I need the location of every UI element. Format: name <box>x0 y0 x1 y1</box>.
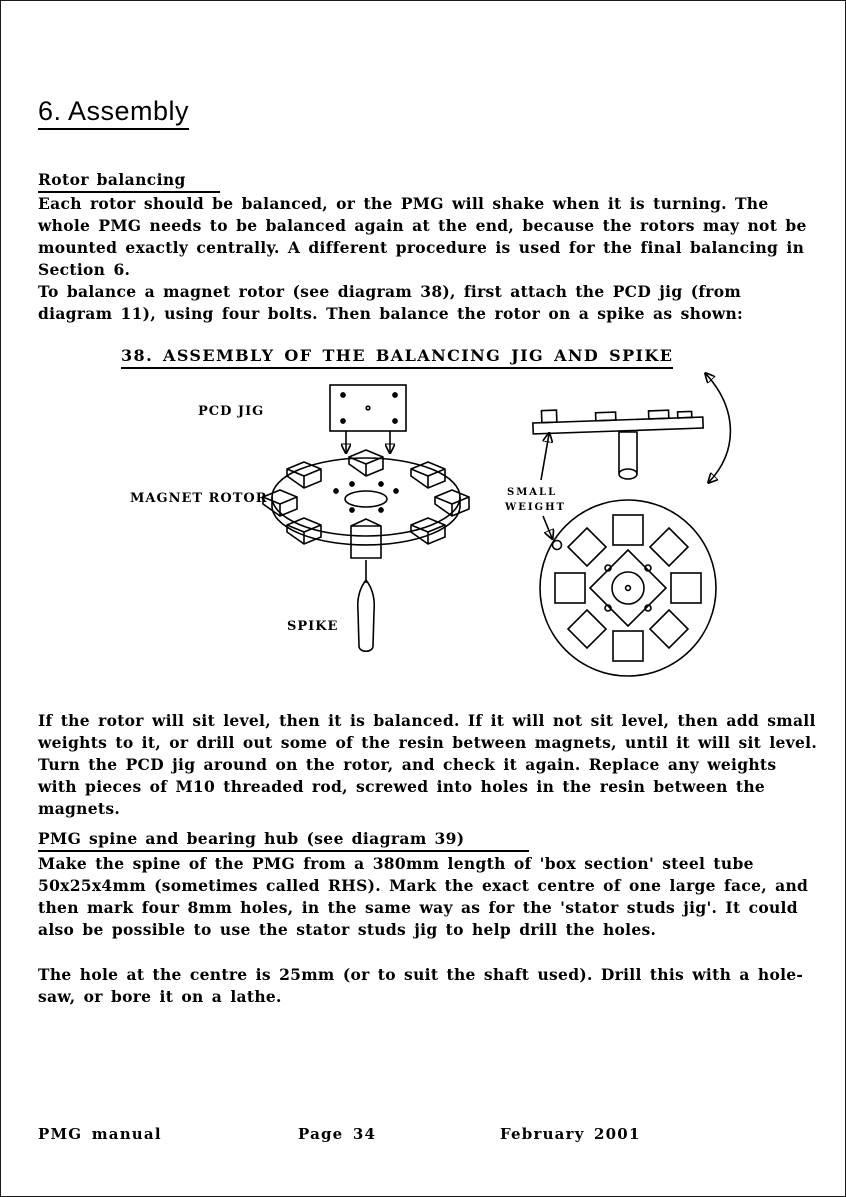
footer-date: February 2001 <box>500 1125 641 1143</box>
small-weight-pointer-up <box>541 434 549 480</box>
footer-page-number: Page 34 <box>298 1125 377 1143</box>
side-view-drawing <box>532 405 703 434</box>
front-view-drawing <box>540 500 716 676</box>
label-spike: SPIKE <box>287 619 339 634</box>
diagram-title: 38. ASSEMBLY OF THE BALANCING JIG AND SPIKE <box>121 346 673 369</box>
paragraph-rotor-balancing-1: Each rotor should be balanced, or the PMG will shake when it is turning. The whole PMG needs to be balanced again at the end, because the rotors may not be mounted exactly centrally. A different procedure is used for the final balancing in Section 6. <box>38 194 807 279</box>
label-pcd-jig: PCD JIG <box>198 404 265 419</box>
footer-manual-name: PMG manual <box>38 1125 162 1143</box>
spike-drawing <box>358 560 374 651</box>
small-weight-arrow <box>543 516 552 538</box>
magnet-rotor-drawing <box>263 450 469 558</box>
page-title: 6. Assembly <box>38 96 189 130</box>
section-heading-rotor-balancing: Rotor balancing <box>38 170 220 193</box>
rotor-magnets <box>263 450 469 544</box>
section-heading-spine-hub: PMG spine and bearing hub (see diagram 39) <box>38 829 529 852</box>
hub-bolt-marks <box>333 481 399 513</box>
balancing-jig-diagram <box>0 368 846 700</box>
paragraph-rotor-balancing-3: If the rotor will sit level, then it is balanced. If it will not sit level, then add small weights to it, or drill out some of the resin between magnets, until it will sit level. Turn the PCD jig around on the rotor, and check it again. Replace any weights with pieces of M10 threaded rod, screwed into holes in the resin between the magnets. <box>38 711 818 818</box>
label-small-weight-2: WEIGHT <box>505 502 566 513</box>
label-magnet-rotor: MAGNET ROTOR <box>130 491 268 506</box>
pcd-jig-drawing <box>330 385 406 452</box>
paragraph-spine-hub-1: Make the spine of the PMG from a 380mm length of 'box section' steel tube 50x25x4mm (sometimes called RHS). Mark the exact centre of one large face, and then mark four 8mm holes, in the same way as for the 'stator studs jig'. It could also be possible to use the stator studs jig to help drill the holes. <box>38 854 809 939</box>
paragraph-spine-hub-2: The hole at the centre is 25mm (or to suit the shaft used). Drill this with a hole-saw, or bore it on a lathe. <box>38 965 804 1006</box>
spike-handle-side-view <box>619 432 637 479</box>
paragraph-rotor-balancing-2: To balance a magnet rotor (see diagram 38), first attach the PCD jig (from diagram 11), using four bolts. Then balance the rotor on a spike as shown: <box>38 282 744 323</box>
label-small-weight-1: SMALL <box>507 487 558 498</box>
rocking-arrow-icon <box>706 374 730 482</box>
